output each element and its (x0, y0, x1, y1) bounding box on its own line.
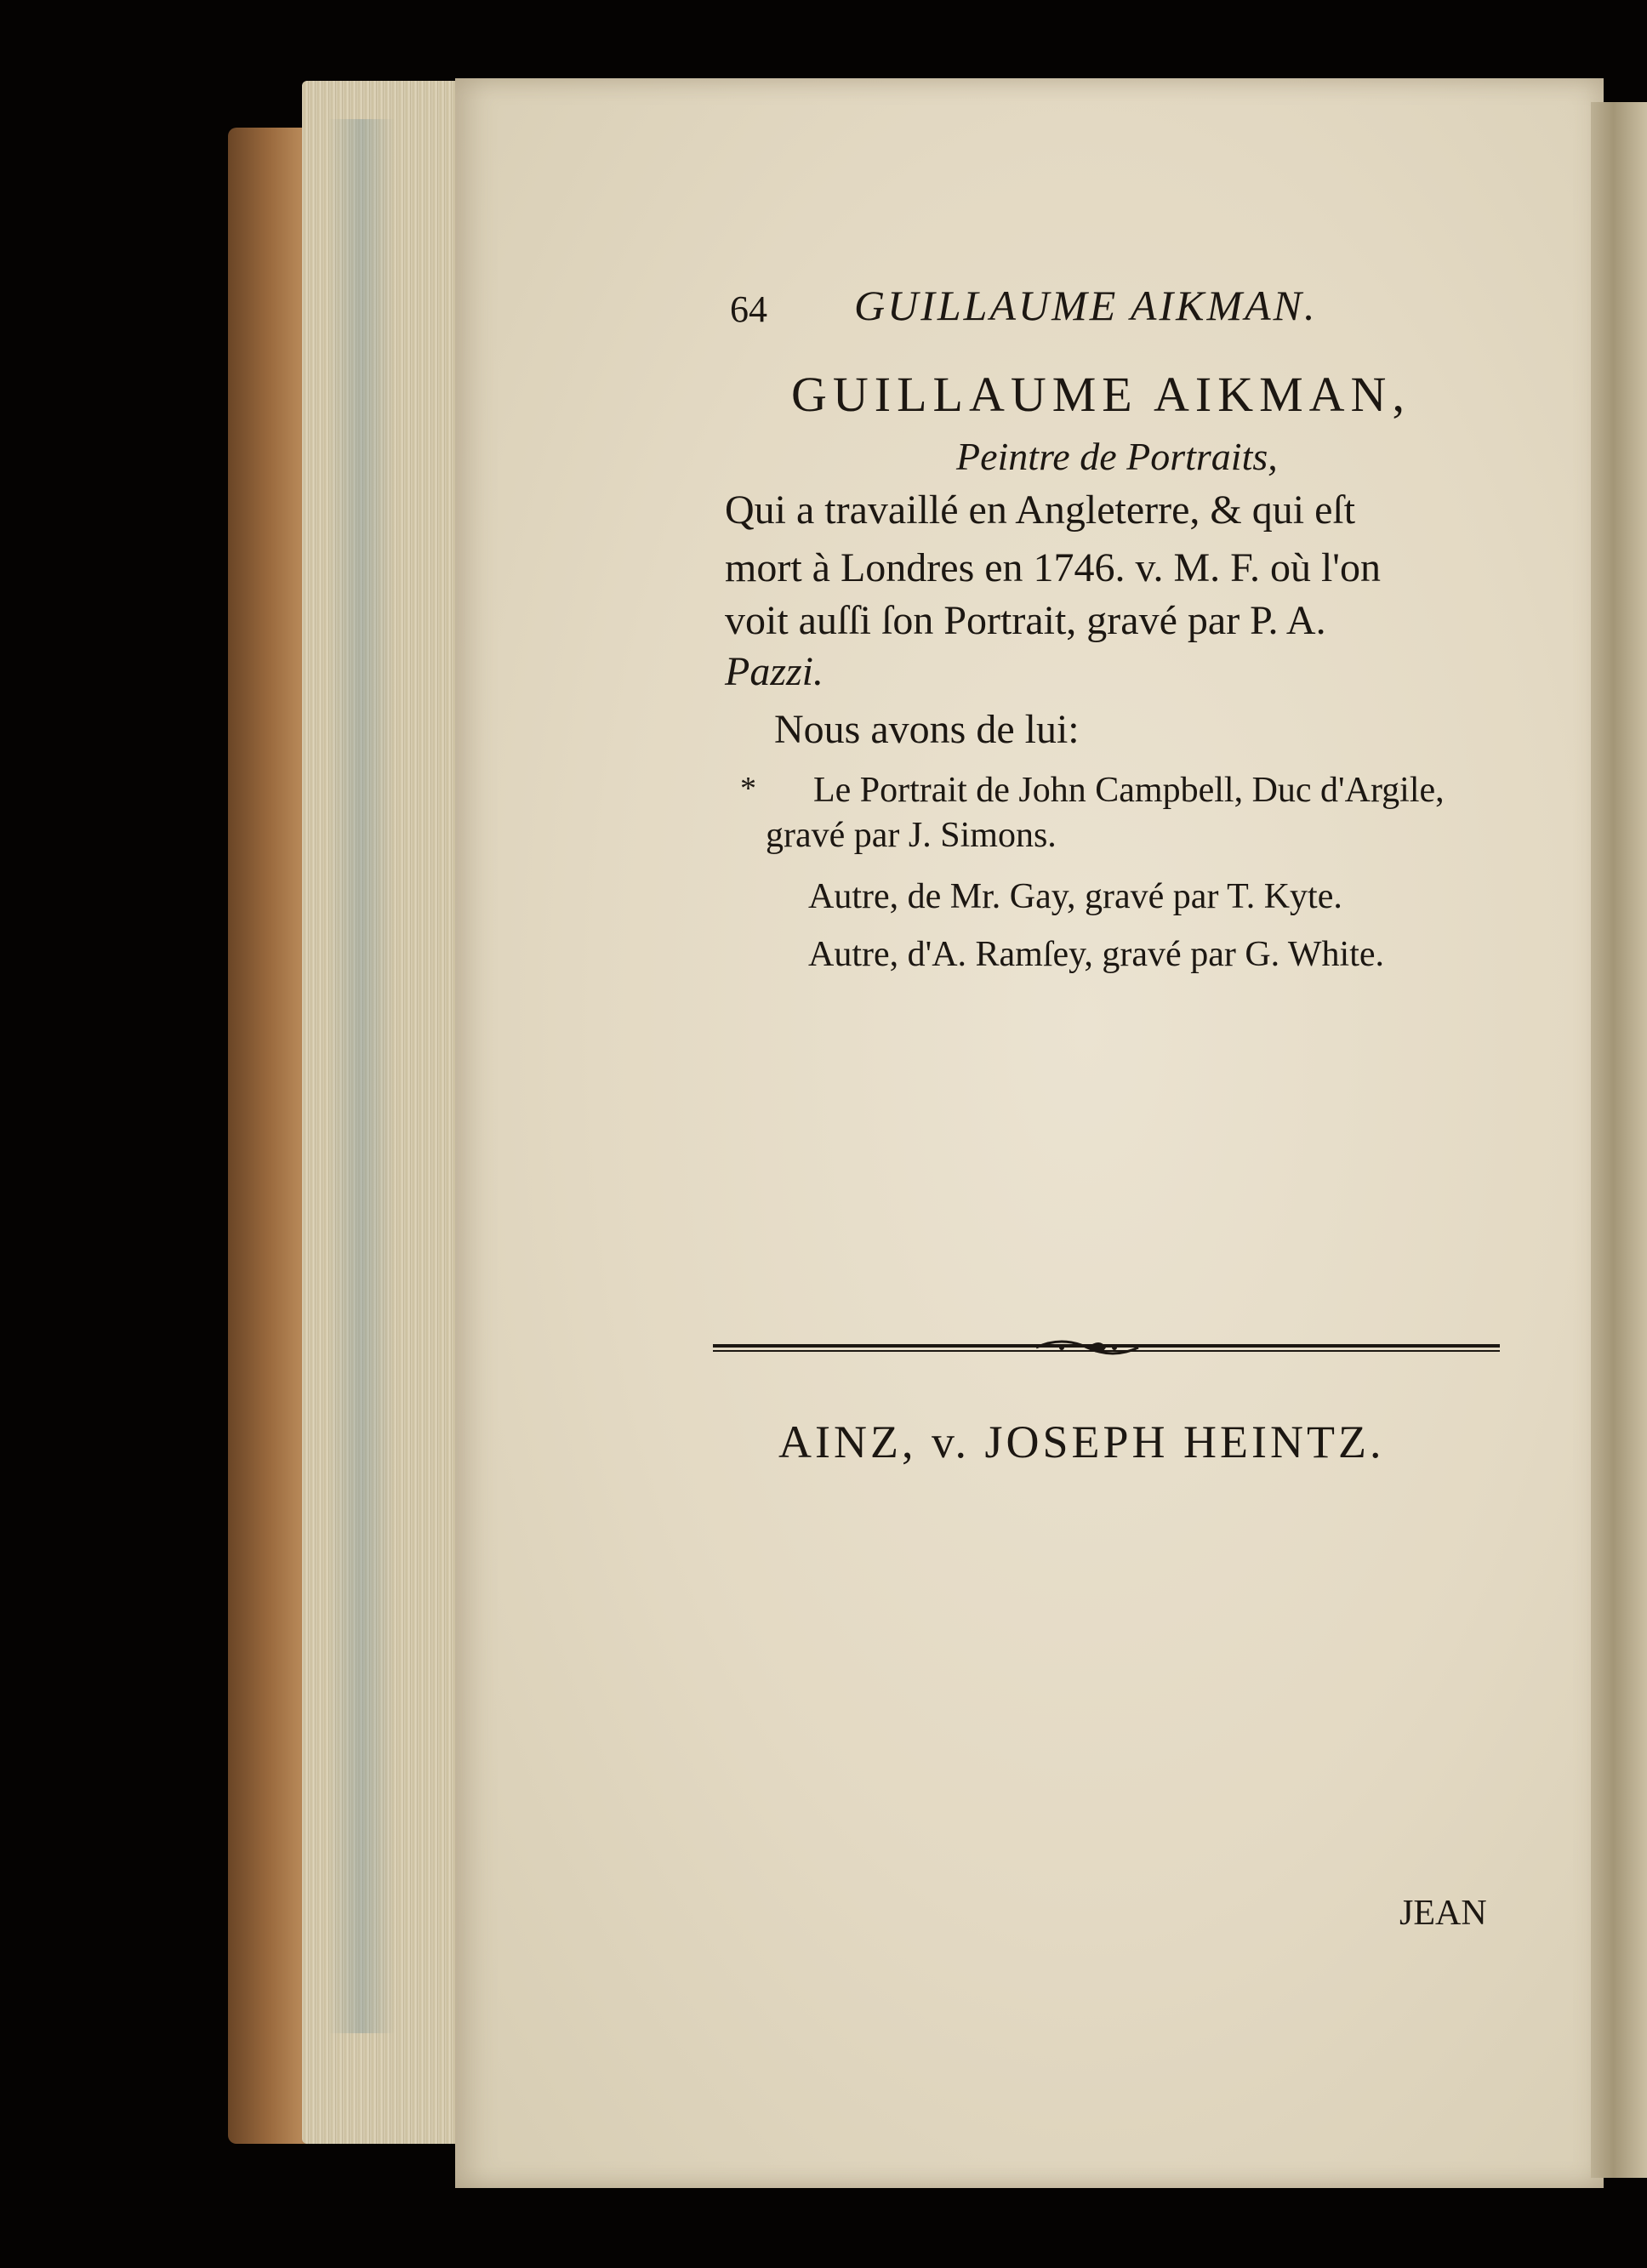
work-item-1-line-1: Le Portrait de John Campbell, Duc d'Argile, (813, 771, 1445, 810)
body-line-2: mort à Londres en 1746. v. M. F. où l'on (725, 545, 1381, 590)
facing-page-edge (1591, 102, 1647, 2178)
work-item-2: Autre, de Mr. Gay, gravé par T. Kyte. (808, 877, 1342, 916)
body-line-3: voit auſſi ſon Portrait, gravé par P. A. (725, 598, 1326, 643)
body-line-4: Pazzi. (725, 649, 824, 694)
running-head: GUILLAUME AIKMAN. (854, 282, 1318, 329)
asterisk-marker: * (740, 771, 756, 806)
catchword: JEAN (1399, 1894, 1487, 1933)
works-heading: Nous avons de lui: (774, 707, 1080, 752)
entry-title: GUILLAUME AIKMAN, (791, 367, 1410, 422)
page-number: 64 (730, 288, 767, 330)
work-item-3: Autre, d'A. Ramſey, gravé par G. White. (808, 935, 1385, 974)
ornamental-rule (713, 1336, 1500, 1359)
page-edges-tint (328, 119, 396, 2033)
cross-reference: AINZ, v. JOSEPH HEINTZ. (778, 1416, 1385, 1467)
body-line-1: Qui a travaillé en Angleterre, & qui eſt (725, 487, 1356, 533)
entry-subtitle: Peintre de Portraits, (956, 435, 1278, 478)
work-item-1-line-2: gravé par J. Simons. (766, 816, 1057, 855)
